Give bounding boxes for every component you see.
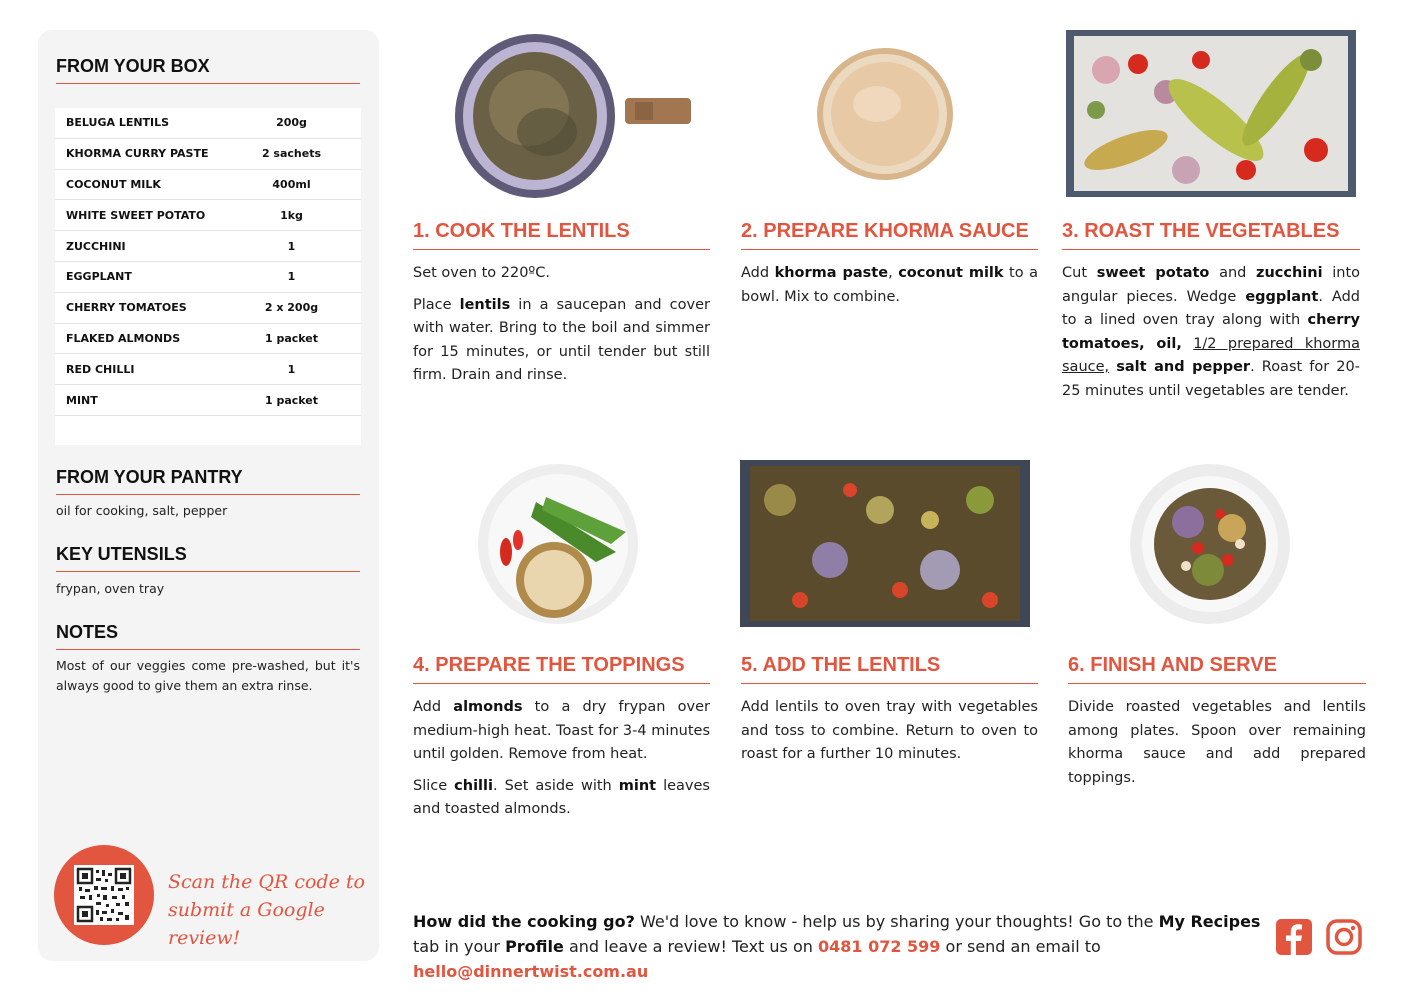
ingredient-row	[55, 354, 361, 385]
utensils-text: frypan, oven tray	[56, 581, 165, 596]
from-your-pantry-title: FROM YOUR PANTRY	[56, 467, 360, 495]
phone-link[interactable]: 0481 072 599	[817, 937, 941, 956]
ingredient-qty: 1kg	[280, 208, 303, 222]
ingredient-row	[55, 170, 361, 201]
ingredient-qty: 1	[287, 362, 296, 376]
ingredient-row	[55, 139, 361, 170]
ingredient-row	[55, 385, 361, 416]
step-6-paragraph: Divide roasted vegetables and lentils among plates. Spoon over remaining khorma sauce and add prepared toppings.	[1068, 699, 1366, 786]
step-1-paragraph-2: Place lentils in a saucepan and cover with water. Bring to the boil and simmer for 15 minutes, or until tender but still firm. Drain and rinse.	[413, 296, 710, 383]
ingredient-row	[55, 324, 361, 355]
ingredient-qty: 1 packet	[264, 393, 319, 407]
ingredient-name: FLAKED ALMONDS	[66, 331, 181, 345]
qr-code-icon[interactable]	[74, 865, 134, 925]
step-4-paragraph-1: Add almonds to a dry frypan over medium-high heat. Toast for 3-4 minutes until golden. Remove from heat.	[413, 699, 710, 762]
step-4-paragraph-2: Slice chilli. Set aside with mint leaves and toasted almonds.	[413, 777, 710, 817]
khorma-sauce-bowl-photo	[815, 46, 955, 182]
sidebar	[38, 30, 379, 961]
qr-badge	[54, 845, 154, 945]
ingredient-name: RED CHILLI	[66, 362, 135, 376]
ingredient-qty: 400ml	[272, 177, 311, 191]
ingredient-name: BELUGA LENTILS	[66, 116, 170, 130]
pantry-text: oil for cooking, salt, pepper	[56, 503, 228, 518]
step-5-body	[741, 696, 1038, 775]
ingredient-row	[55, 200, 361, 231]
step-3-title: 3. ROAST THE VEGETABLES	[1062, 220, 1360, 250]
step-3-body	[1062, 262, 1360, 411]
ingredient-table	[55, 108, 361, 445]
ingredient-name: WHITE SWEET POTATO	[66, 208, 206, 222]
step-2-paragraph: Add khorma paste, coconut milk to a bowl. Mix to combine.	[741, 265, 1039, 305]
from-your-box-title: FROM YOUR BOX	[56, 56, 360, 84]
facebook-icon[interactable]	[1275, 918, 1313, 956]
step-6-title: 6. FINISH AND SERVE	[1068, 654, 1366, 684]
notes-text: Most of our veggies come pre-washed, but it's always good to give them an extra rinse.	[56, 658, 360, 693]
step-3-paragraph: Cut sweet potato and zucchini into angular pieces. Wedge eggplant. Add to a lined oven tray along with cherry tomatoes, oil, 1/2 prepared khorma sauce, salt and pepper. Roast for 20-25 minutes until vegetables are tender.	[1062, 265, 1361, 399]
step-2-body	[741, 262, 1038, 317]
step-4-title: 4. PREPARE THE TOPPINGS	[413, 654, 710, 684]
ingredient-row	[55, 231, 361, 262]
notes-title: NOTES	[56, 622, 360, 650]
ingredient-qty: 2 sachets	[261, 147, 322, 161]
ingredient-qty: 1	[287, 270, 296, 284]
step-1-paragraph-1: Set oven to 220ºC.	[413, 265, 550, 281]
ingredient-name: EGGPLANT	[66, 270, 132, 284]
roast-vegetables-tray-photo	[1066, 30, 1356, 197]
ingredient-qty: 200g	[276, 116, 307, 130]
ingredient-row	[55, 293, 361, 324]
step-1-body	[413, 262, 710, 396]
qr-caption	[168, 868, 368, 952]
lentils-tray-photo	[740, 460, 1030, 627]
ingredient-name: KHORMA CURRY PASTE	[66, 147, 209, 161]
step-5-paragraph: Add lentils to oven tray with vegetables and toss to combine. Return to oven to roast for a further 10 minutes.	[741, 699, 1038, 762]
key-utensils-title: KEY UTENSILS	[56, 544, 360, 572]
ingredient-row	[55, 108, 361, 139]
review-footer: How did the cooking go? We'd love to know - help us by sharing your thoughts! Go to the My Recipes tab in your Profile and leave a review! Text us on 0481 072 599 or send an email to hello@dinnertwist.com.au	[413, 912, 1261, 981]
ingredient-row	[55, 262, 361, 293]
ingredient-qty: 1 packet	[264, 331, 319, 345]
ingredient-name: MINT	[66, 393, 98, 407]
lentils-strainer-photo	[455, 32, 695, 198]
step-5-title: 5. ADD THE LENTILS	[741, 654, 1038, 684]
finished-plate-photo	[1128, 462, 1294, 626]
step-2-title: 2. PREPARE KHORMA SAUCE	[741, 220, 1038, 250]
ingredient-qty: 1	[287, 239, 296, 253]
email-link[interactable]: hello@dinnertwist.com.au	[413, 962, 649, 981]
ingredient-name: COCONUT MILK	[66, 177, 161, 191]
step-1-title: 1. COOK THE LENTILS	[413, 220, 710, 250]
instagram-icon[interactable]	[1325, 918, 1363, 956]
toppings-plate-photo	[476, 462, 640, 626]
step-6-body	[1068, 696, 1366, 798]
step-4-body	[413, 696, 710, 830]
qr-caption-line-2: submit a Google review!	[168, 899, 325, 949]
ingredient-name: CHERRY TOMATOES	[66, 301, 187, 315]
ingredient-qty: 2 x 200g	[264, 301, 319, 315]
ingredient-name: ZUCCHINI	[66, 239, 126, 253]
qr-caption-line-1: Scan the QR code to	[168, 871, 365, 893]
